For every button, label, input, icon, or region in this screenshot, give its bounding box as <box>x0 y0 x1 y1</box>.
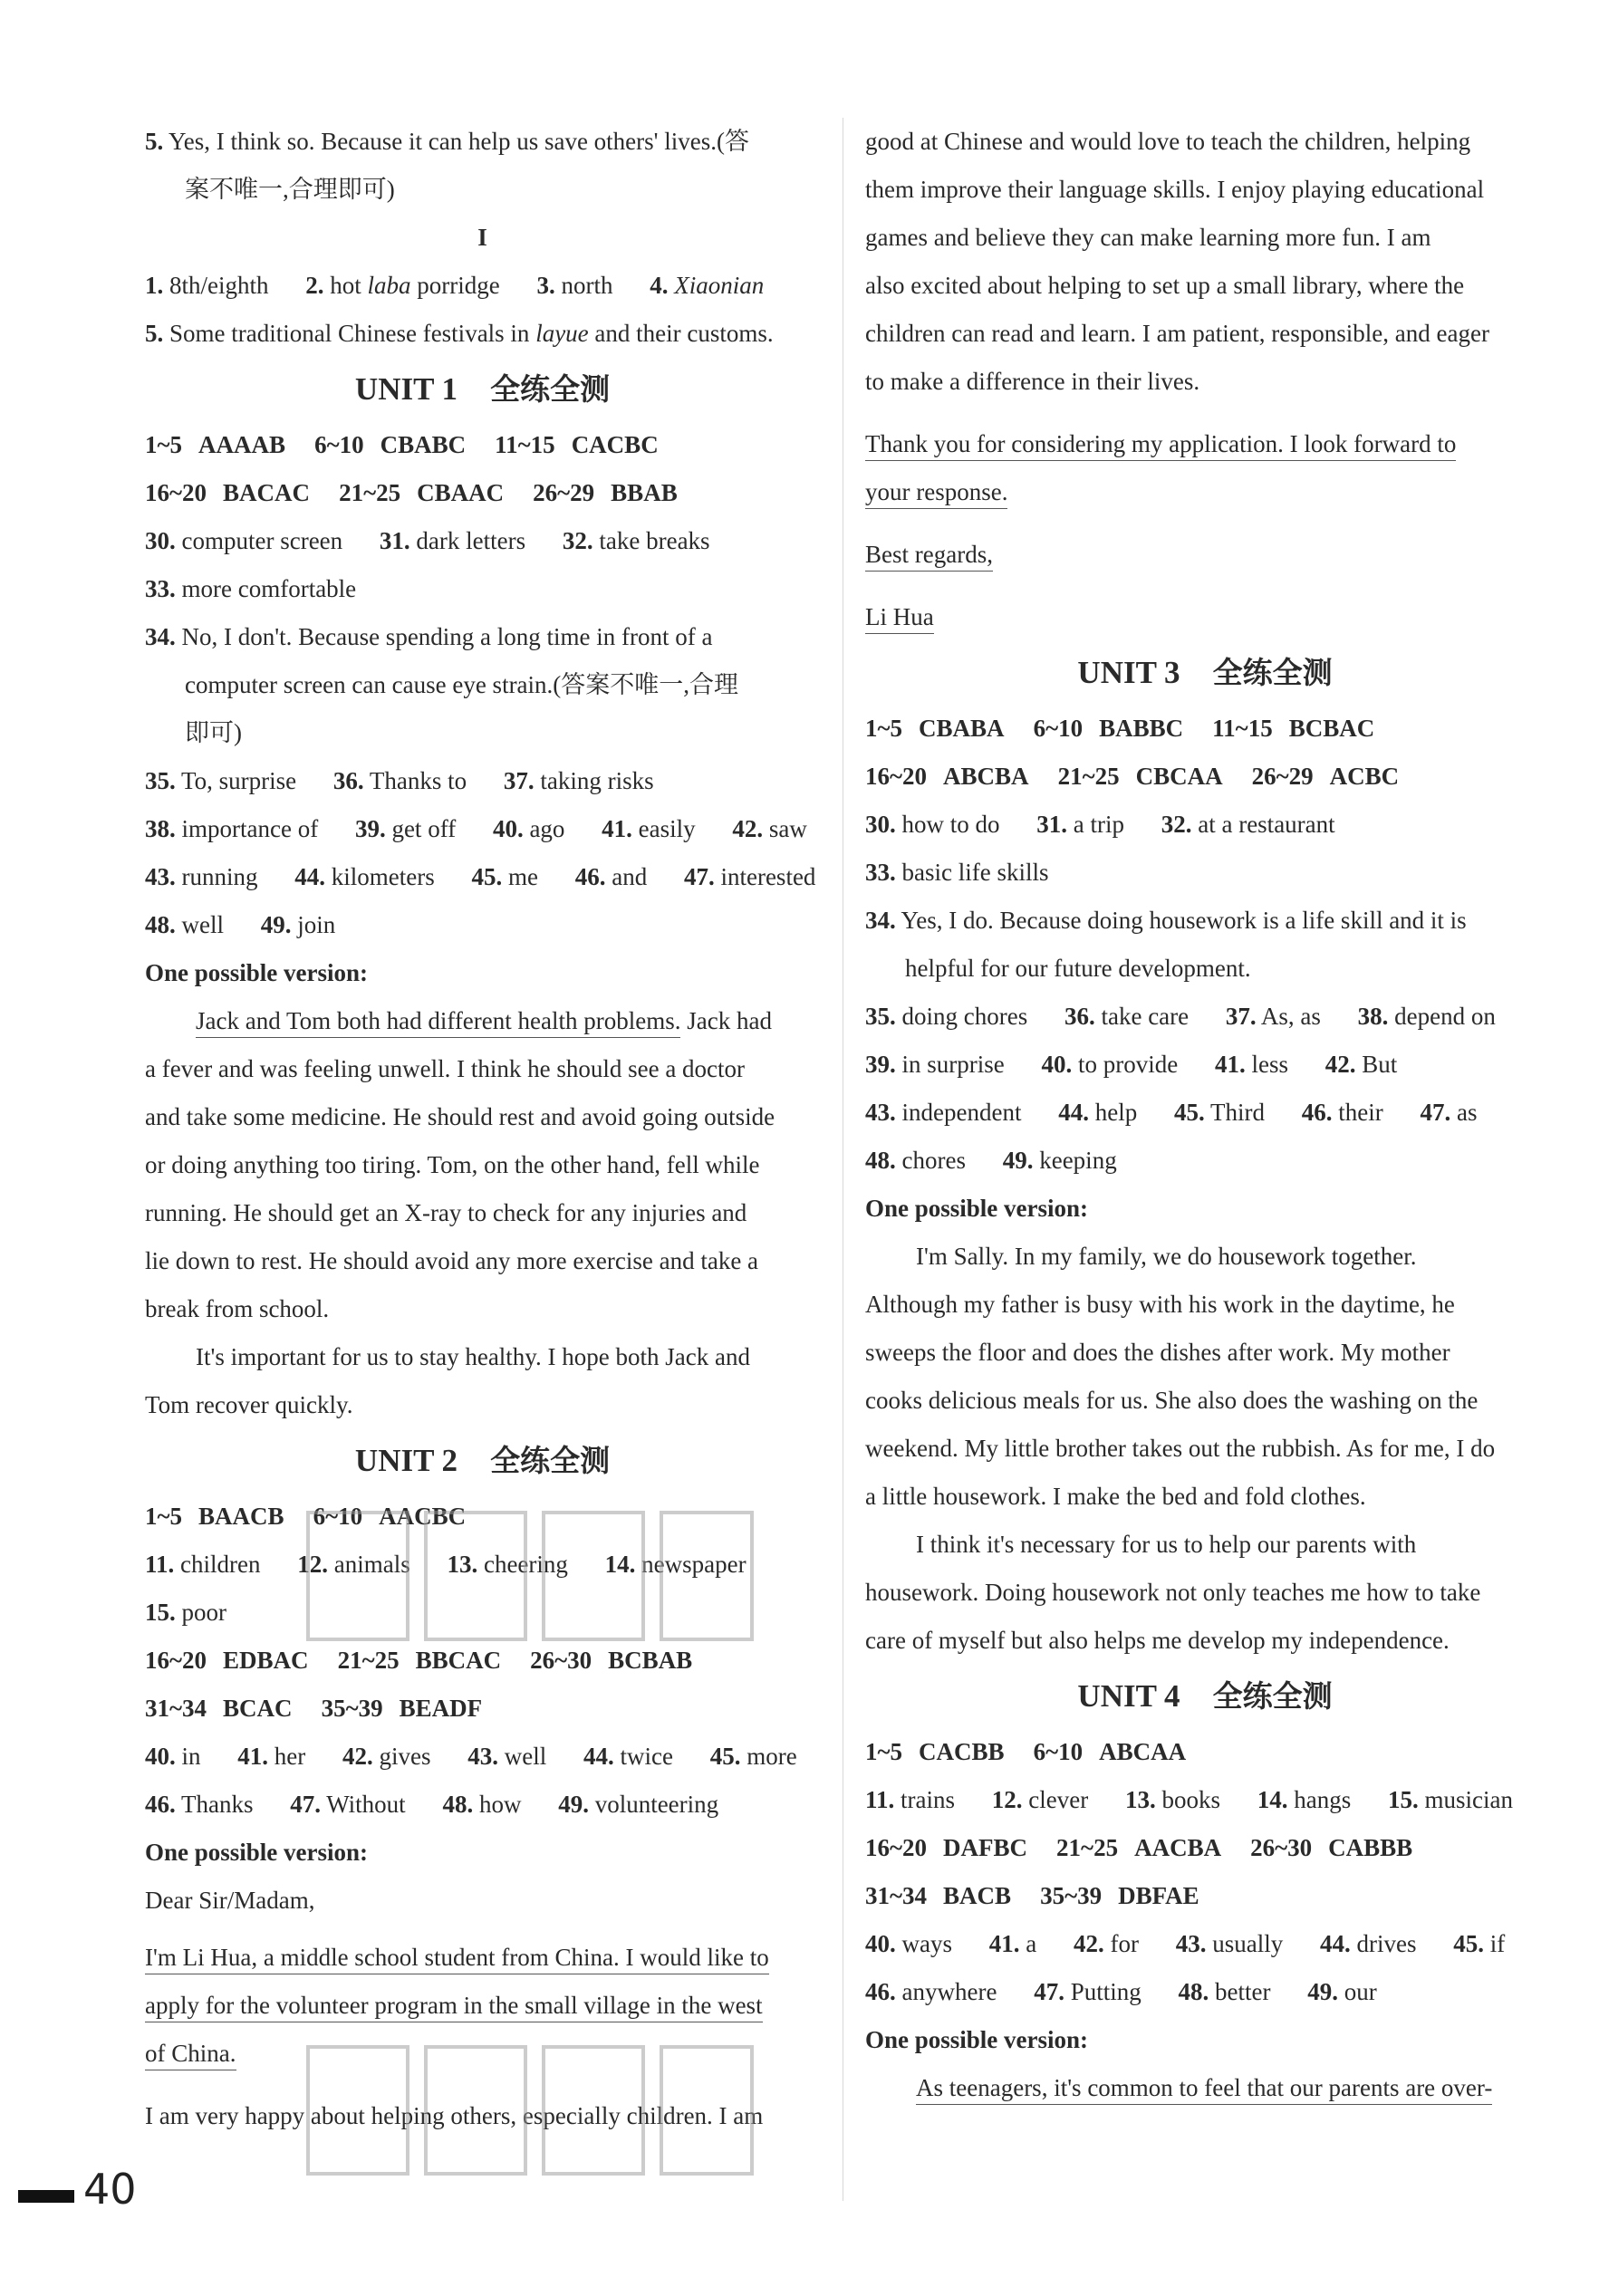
unit3-answers-35-38: 35. doing chores 36. take care 37. As, as 38. depend on <box>865 1003 1496 1030</box>
unit3-answer-34-cont: helpful for our future development. <box>905 955 1251 982</box>
letter-cont-line: good at Chinese and would love to teach the children, helping <box>865 128 1471 155</box>
unit3-essay-line: I'm Sally. In my family, we do housework together. <box>916 1243 1417 1270</box>
unit1-essay-line: lie down to rest. He should avoid any more exercise and take a <box>145 1247 759 1274</box>
letter-cont-line: to make a difference in their lives. <box>865 368 1200 395</box>
unit3-essay-line: housework. Doing housework not only teaches me how to take <box>865 1579 1481 1606</box>
unit2-choice-row-3: 31~34 BCAC 35~39 BEADF <box>145 1695 483 1722</box>
section-I-answer-5: 5. Some traditional Chinese festivals in layue and their customs. <box>145 320 774 347</box>
unit3-essay-line: cooks delicious meals for us. She also does the washing on the <box>865 1387 1479 1414</box>
unit2-version-label: One possible version: <box>145 1839 369 1866</box>
unit4-answers-11-15: 11. trains 12. clever 13. books 14. hangs 15. musician <box>865 1786 1513 1813</box>
unit4-choice-row-1: 1~5 CACBB 6~10 ABCAA <box>865 1738 1187 1765</box>
unit3-essay-line: sweeps the floor and does the dishes after work. My mother <box>865 1339 1450 1366</box>
unit1-choice-row-2: 16~20 BACAC 21~25 CBAAC 26~29 BBAB <box>145 479 678 506</box>
unit2-answers-11-14: 11. children 12. animals 13. cheering 14. newspaper <box>145 1551 747 1578</box>
answer-q5: 5. Yes, I think so. Because it can help us save others' lives.(答 <box>145 128 750 155</box>
unit3-choice-row-1: 1~5 CBABA 6~10 BABBC 11~15 BCBAC <box>865 715 1375 742</box>
right-column <box>865 118 1545 2112</box>
section-I-answers: 1. 8th/eighth 2. hot laba porridge 3. north 4. Xiaonian <box>145 272 765 299</box>
unit2-heading: UNIT 2 全练全测 <box>354 1443 611 1478</box>
unit3-answers-43-47: 43. independent 44. help 45. Third 46. their 47. as <box>865 1099 1478 1126</box>
letter-signature: Li Hua <box>865 593 1545 641</box>
unit3-answers-48-49: 48. chores 49. keeping <box>865 1147 1117 1174</box>
unit1-answers-43-47: 43. running 44. kilometers 45. me 46. and 47. interested <box>145 863 816 890</box>
unit1-essay-line: Tom recover quickly. <box>145 1391 353 1418</box>
unit1-version-label: One possible version: <box>145 959 369 986</box>
unit4-heading: UNIT 4 全练全测 <box>1077 1678 1333 1714</box>
unit1-essay-line: or doing anything too tiring. Tom, on the other hand, fell while <box>145 1151 760 1178</box>
unit3-essay-line: Although my father is busy with his work in the daytime, he <box>865 1291 1455 1318</box>
unit1-answers-38-42: 38. importance of 39. get off 40. ago 41. easily 42. saw <box>145 815 807 842</box>
unit2-letter-line: apply for the volunteer program in the small village in the west <box>145 1982 820 2030</box>
unit1-essay-line: break from school. <box>145 1295 330 1322</box>
unit1-essay-line: running. He should get an X-ray to check for any injuries and <box>145 1199 747 1226</box>
unit3-essay-line: I think it's necessary for us to help our parents with <box>916 1531 1417 1558</box>
letter-closing-line: your response. <box>865 468 1545 516</box>
page-number: 40 <box>83 2165 137 2214</box>
unit3-essay-line: a little housework. I make the bed and fold clothes. <box>865 1483 1366 1510</box>
unit1-answers-30-32: 30. computer screen 31. dark letters 32. take breaks <box>145 527 710 554</box>
unit3-essay-line: weekend. My little brother takes out the rubbish. As for me, I do <box>865 1435 1496 1462</box>
letter-cont-line: children can read and learn. I am patient, responsible, and eager <box>865 320 1489 347</box>
unit4-answers-40-45: 40. ways 41. a 42. for 43. usually 44. drives 45. if <box>865 1930 1506 1957</box>
letter-cont-line: games and believe they can make learning more fun. I am <box>865 224 1431 251</box>
unit1-answers-35-37: 35. To, surprise 36. Thanks to 37. taking risks <box>145 767 654 794</box>
letter-cont-line: them improve their language skills. I enjoy playing educational <box>865 176 1485 203</box>
unit3-heading: UNIT 3 全练全测 <box>1077 655 1333 690</box>
unit2-answers-40-45: 40. in 41. her 42. gives 43. well 44. twice 45. more <box>145 1743 797 1770</box>
unit2-choice-row-2: 16~20 EDBAC 21~25 BBCAC 26~30 BCBAB <box>145 1647 693 1674</box>
unit3-essay-line: care of myself but also helps me develop my independence. <box>865 1627 1450 1654</box>
watermark-graphic <box>290 2020 761 2201</box>
unit1-answers-48-49: 48. well 49. join <box>145 911 336 938</box>
answer-q5-cont: 案不唯一,合理即可) <box>185 176 395 203</box>
unit2-answers-46-49: 46. Thanks 47. Without 48. how 49. volunteering <box>145 1791 719 1818</box>
unit3-choice-row-2: 16~20 ABCBA 21~25 CBCAA 26~29 ACBC <box>865 763 1400 790</box>
unit2-letter-line: I am very happy about helping others, especially children. I am <box>145 2102 764 2129</box>
unit1-answer-34-cont: computer screen can cause eye strain.(答案不唯一,合理 <box>185 671 739 698</box>
left-column <box>145 118 820 2140</box>
unit3-answers-30-32: 30. how to do 31. a trip 32. at a restaurant <box>865 811 1335 838</box>
unit1-essay-line: and take some medicine. He should rest and avoid going outside <box>145 1103 775 1130</box>
unit3-answer-33: 33. basic life skills <box>865 859 1049 886</box>
unit3-answer-34: 34. Yes, I do. Because doing housework is a life skill and it is <box>865 907 1467 934</box>
letter-closing-line: Thank you for considering my application. I look forward to <box>865 420 1545 468</box>
unit3-answers-39-42: 39. in surprise 40. to provide 41. less 42. But <box>865 1051 1398 1078</box>
section-heading-I: I <box>477 224 487 251</box>
unit1-choice-row-1: 1~5 AAAAB 6~10 CBABC 11~15 CACBC <box>145 431 659 458</box>
unit2-letter-line: of China. <box>145 2030 820 2078</box>
unit1-essay-line: Jack and Tom both had different health problems. Jack had <box>145 997 820 1045</box>
unit4-version-label: One possible version: <box>865 2026 1089 2053</box>
unit4-choice-row-3: 31~34 BACB 35~39 DBFAE <box>865 1882 1199 1909</box>
unit2-salutation: Dear Sir/Madam, <box>145 1887 315 1914</box>
unit2-choice-row-1: 1~5 BAACB 6~10 AACBC <box>145 1503 467 1530</box>
unit4-essay-line: As teenagers, it's common to feel that our parents are over- <box>865 2064 1545 2112</box>
letter-signoff: Best regards, <box>865 531 1545 579</box>
watermark-graphic <box>290 1485 761 1667</box>
unit1-answer-34-cont2: 即可) <box>185 719 242 746</box>
page-number-bar <box>18 2190 74 2203</box>
unit1-answer-34: 34. No, I don't. Because spending a long time in front of a <box>145 623 713 650</box>
unit2-answer-15: 15. poor <box>145 1599 226 1626</box>
unit1-heading: UNIT 1 全练全测 <box>354 371 611 407</box>
unit1-answer-33: 33. more comfortable <box>145 575 357 602</box>
unit2-letter-line: I'm Li Hua, a middle school student from China. I would like to <box>145 1934 820 1982</box>
unit3-version-label: One possible version: <box>865 1195 1089 1222</box>
unit4-choice-row-2: 16~20 DAFBC 21~25 AACBA 26~30 CABBB <box>865 1834 1413 1861</box>
unit1-essay-line: a fever and was feeling unwell. I think he should see a doctor <box>145 1055 746 1082</box>
letter-cont-line: also excited about helping to set up a small library, where the <box>865 272 1465 299</box>
unit4-answers-46-49: 46. anywhere 47. Putting 48. better 49. our <box>865 1978 1377 2005</box>
unit1-essay-line: It's important for us to stay healthy. I hope both Jack and <box>196 1343 750 1370</box>
